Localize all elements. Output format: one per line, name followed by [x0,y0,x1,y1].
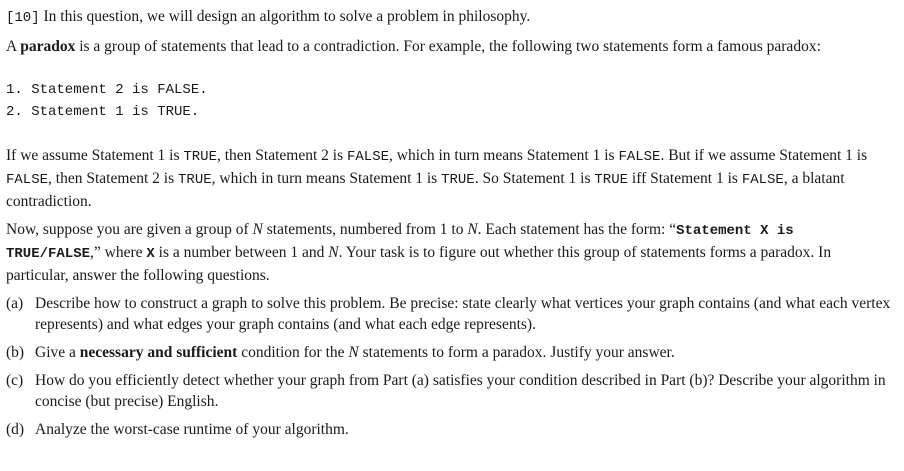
intro-text: In this question, we will design an algorithm to solve a problem in philosophy. [39,8,531,25]
code-term: X [146,246,155,262]
question-item [6,419,896,440]
code-value: TRUE [183,149,217,165]
text-run: Describe how to construct a graph to solve this problem. Be precise: state clearly what vertices your graph contains (and what each vertex represents) and what edges your graph contains (and what each edge represents). [35,295,891,333]
math-variable: N [328,244,339,261]
paradox-definition [6,36,896,57]
emphasis-text: necessary and sufficient [79,344,238,361]
intro-paragraph [6,6,896,29]
question-text [35,370,896,412]
math-variable: N [467,221,478,238]
text-run: ,” where [90,244,147,261]
paradox-term: paradox [20,38,76,55]
text-run: . But if we assume Statement 1 is [660,147,868,164]
text-run: . Each statement has the form: “ [477,221,677,238]
points-label: [10] [6,10,40,26]
text-run: . Your task is to figure out whether this group of statements forms a paradox. In particular, answer the following questions. [6,244,832,284]
question-text [35,342,896,363]
code-value: FALSE [346,149,389,165]
text-run: Give a [35,344,80,361]
code-term: Statement X is TRUE/FALSE [6,223,794,262]
question-text [35,419,896,440]
text-run: statements to form a paradox. Justify your answer. [358,344,675,361]
question-label: (b) [6,344,25,361]
text-run: iff Statement 1 is [628,170,742,187]
text-run: , then Statement 2 is [48,170,179,187]
question-item [6,342,896,363]
text-run: , which in turn means Statement 1 is [389,147,619,164]
math-variable: N [348,344,359,361]
code-value: FALSE [6,172,49,188]
code-value: FALSE [618,149,661,165]
text-run: Now, suppose you are given a group of [6,221,253,238]
text-run: is a number between 1 and [154,244,329,261]
question-list [6,293,896,440]
text-run: . So Statement 1 is [474,170,595,187]
statement-item: 2. Statement 1 is TRUE. [6,104,200,120]
code-value: TRUE [441,172,475,188]
question-text [35,293,896,335]
text-run: If we assume Statement 1 is [6,147,184,164]
text-run: statements, numbered from 1 to [262,221,468,238]
text-run: , a blatant contradiction. [6,170,845,210]
question-label: (d) [6,421,25,438]
code-value: TRUE [178,172,212,188]
text-run: , which in turn means Statement 1 is [211,170,442,187]
text-run: How do you efficiently detect whether your graph from Part (a) satisfies your condition described in Part (b)? Describe your algorithm in concise (but precise) English. [35,372,886,410]
question-label: (a) [6,295,24,312]
definition-prefix: A [6,38,21,55]
math-variable: N [252,221,263,238]
statement-list [6,79,896,123]
code-value: TRUE [594,172,629,188]
definition-text: is a group of statements that lead to a contradiction. For example, the following two statements form a famous paradox: [75,38,821,55]
task-paragraph [6,219,896,286]
question-item [6,370,896,412]
text-run: condition for the [237,344,349,361]
text-run: , then Statement 2 is [216,147,347,164]
code-value: FALSE [741,172,784,188]
question-label: (c) [6,372,24,389]
text-run: Analyze the worst-case runtime of your algorithm. [35,421,349,438]
explanation-paragraph [6,145,896,212]
question-item [6,293,896,335]
statement-item: 1. Statement 2 is FALSE. [6,82,208,98]
